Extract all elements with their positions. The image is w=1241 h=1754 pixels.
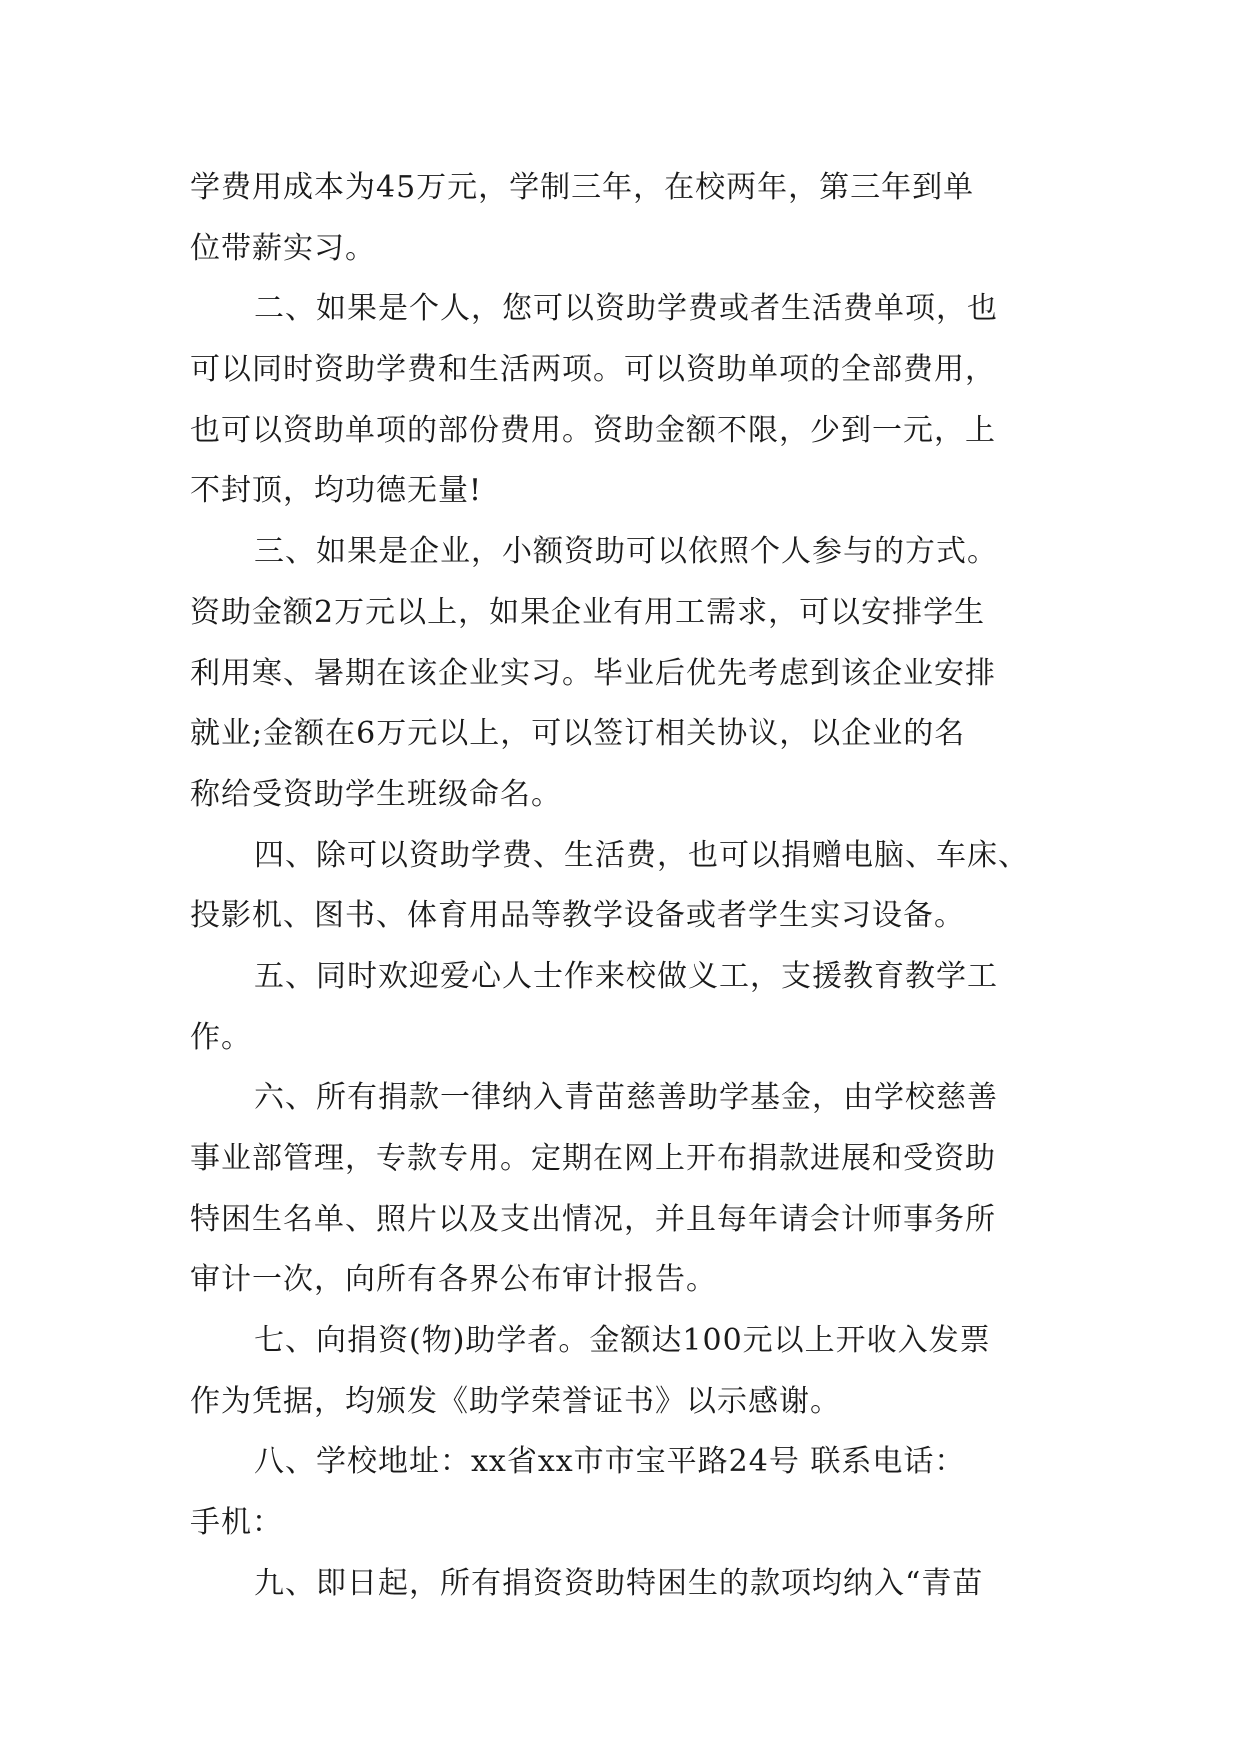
text-line: 称给受资助学生班级命名。 [190,776,562,812]
paragraph-8-start: 八、学校地址：xx省xx市市宝平路24号 联系电话： [254,1444,966,1480]
paragraph-5-start: 五、同时欢迎爱心人士作来校做义工，支援教育教学工 [254,958,998,994]
text-line: 资助金额2万元以上，如果企业有用工需求，可以安排学生 [190,594,986,630]
text-line: 手机： [190,1505,283,1541]
text-line: 利用寒、暑期在该企业实习。毕业后优先考虑到该企业安排 [190,655,996,691]
text-line: 不封顶，均功德无量! [190,473,483,509]
text-line: 特困生名单、照片以及支出情况，并且每年请会计师事务所 [190,1201,996,1237]
paragraph-4-start: 四、除可以资助学费、生活费，也可以捐赠电脑、车床、 [254,837,1029,873]
text-line: 事业部管理，专款专用。定期在网上开布捐款进展和受资助 [190,1141,996,1176]
text-line: 也可以资助单项的部份费用。资助金额不限，少到一元，上 [190,412,996,448]
paragraph-3-start: 三、如果是企业，小额资助可以依照个人参与的方式。 [254,534,998,570]
text-line: 审计一次，向所有各界公布审计报告。 [190,1262,717,1298]
paragraph-9-start: 九、即日起，所有捐资资助特困生的款项均纳入“青苗 [254,1565,984,1601]
text-line: 位带薪实习。 [190,230,376,266]
text-line: 作。 [190,1019,252,1055]
text-line: 可以同时资助学费和生活两项。可以资助单项的全部费用， [190,352,996,388]
text-line: 投影机、图书、体育用品等教学设备或者学生实习设备。 [190,898,965,934]
paragraph-7-start: 七、向捐资(物)助学者。金额达100元以上开收入发票 [254,1323,991,1359]
paragraph-6-start: 六、所有捐款一律纳入青苗慈善助学基金，由学校慈善 [254,1080,998,1116]
text-line: 学费用成本为45万元，学制三年，在校两年，第三年到单 [190,170,975,205]
paragraph-2-start: 二、如果是个人，您可以资助学费或者生活费单项，也 [254,291,998,327]
text-line: 就业;金额在6万元以上，可以签订相关协议，以企业的名 [190,716,966,752]
document-body [190,158,1060,1615]
text-line: 作为凭据，均颁发《助学荣誉证书》以示感谢。 [190,1383,841,1419]
